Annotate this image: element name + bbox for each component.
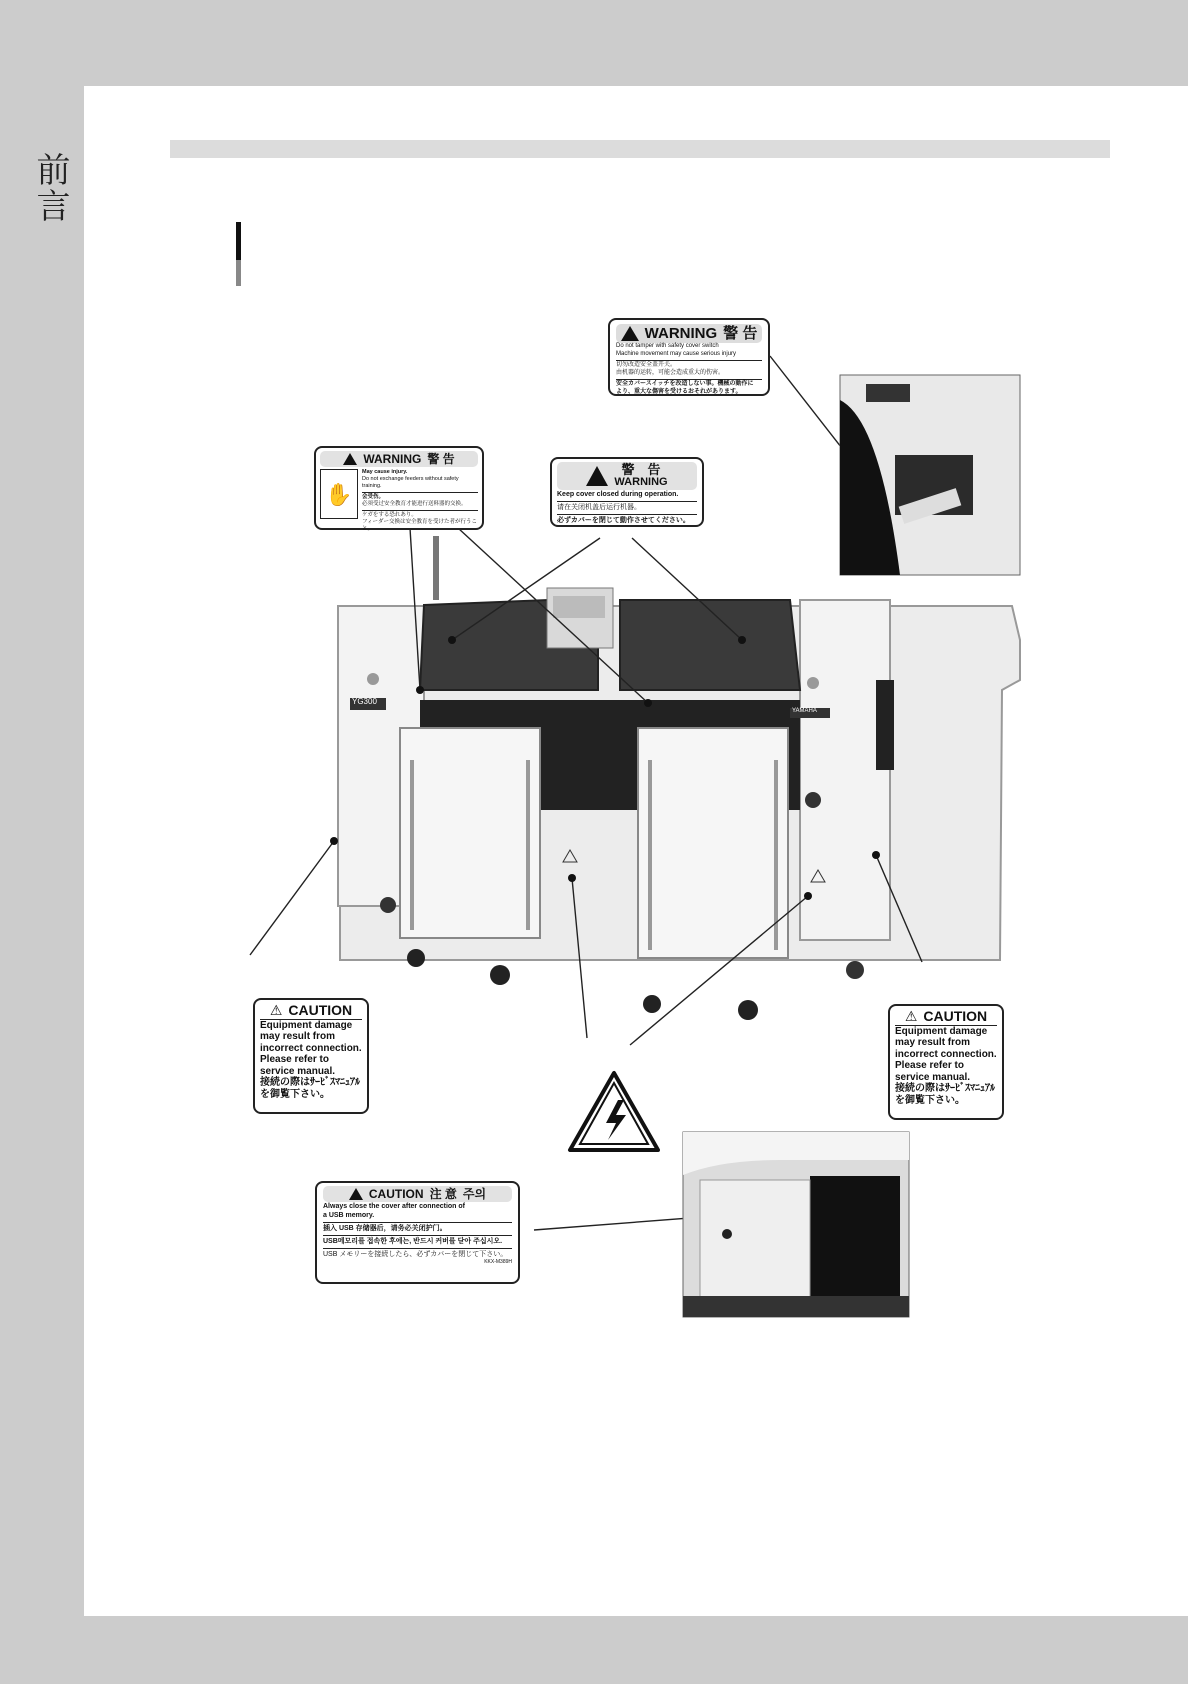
warning-triangle-icon — [343, 453, 357, 465]
warning-label-keep-cover-closed: 警 告 WARNING Keep cover closed during operation. 请在关闭机盖后运行机器。 必ずカバーを閉じて動作させてください。 — [550, 457, 704, 527]
hand-injury-icon: ✋ — [320, 469, 358, 519]
caution-label-left: ⚠ CAUTION Equipment damage may result from incorrect connection. Please refer to service manual. 接続の際はｻｰﾋﾞｽﾏﾆｭｱﾙ を御覧下さい。 — [253, 998, 369, 1114]
caution-label-usb: CAUTION 注 意 주의 Always close the cover after connection of a USB memory. 插入 USB 存储器后，请务必关闭护门。 USB메모리를 접속한 후에는, 반드시 커버를 닫아 주십시오. USB メモリーを接続したら、必ずカバーを閉じて下さい。 KKX-M389H — [315, 1181, 520, 1284]
warning-label-feeder: WARNING 警 告 ✋ May cause injury. Do not exchange feeders without safety training. 会受伤。 必须受过安全教育才能进行送料器的交换。 ケガをする恐れあり。 フィーダー交換は安全教育を受けた者が行うこと。 — [314, 446, 484, 530]
brand-badge: YAMAHA — [792, 708, 817, 714]
model-badge: YG300 — [352, 697, 377, 706]
warning-label-cover-switch: WARNING 警 告 Do not tamper with safety cover switch Machine movement may cause serious injury 切勿改造安全盖开关。 由机器的运转，可能会造成重大的伤害。 安全カバースイッチを改造しない事。機械の動作に より、重大な傷害を受けるおそれがあります。 — [608, 318, 770, 396]
side-title: 前言 — [30, 152, 70, 224]
high-voltage-icon — [570, 1073, 658, 1150]
inset-photo-usb-cover — [683, 1132, 909, 1317]
warning-triangle-icon — [349, 1188, 363, 1200]
machine-photo — [338, 536, 1020, 1020]
warning-triangle-icon — [621, 326, 639, 341]
inset-photo-cover-switch — [840, 375, 1020, 575]
warning-triangle-icon — [586, 466, 608, 486]
caution-label-right: ⚠ CAUTION Equipment damage may result from incorrect connection. Please refer to service manual. 接続の際はｻｰﾋﾞｽﾏﾆｭｱﾙ を御覧下さい。 — [888, 1004, 1004, 1120]
